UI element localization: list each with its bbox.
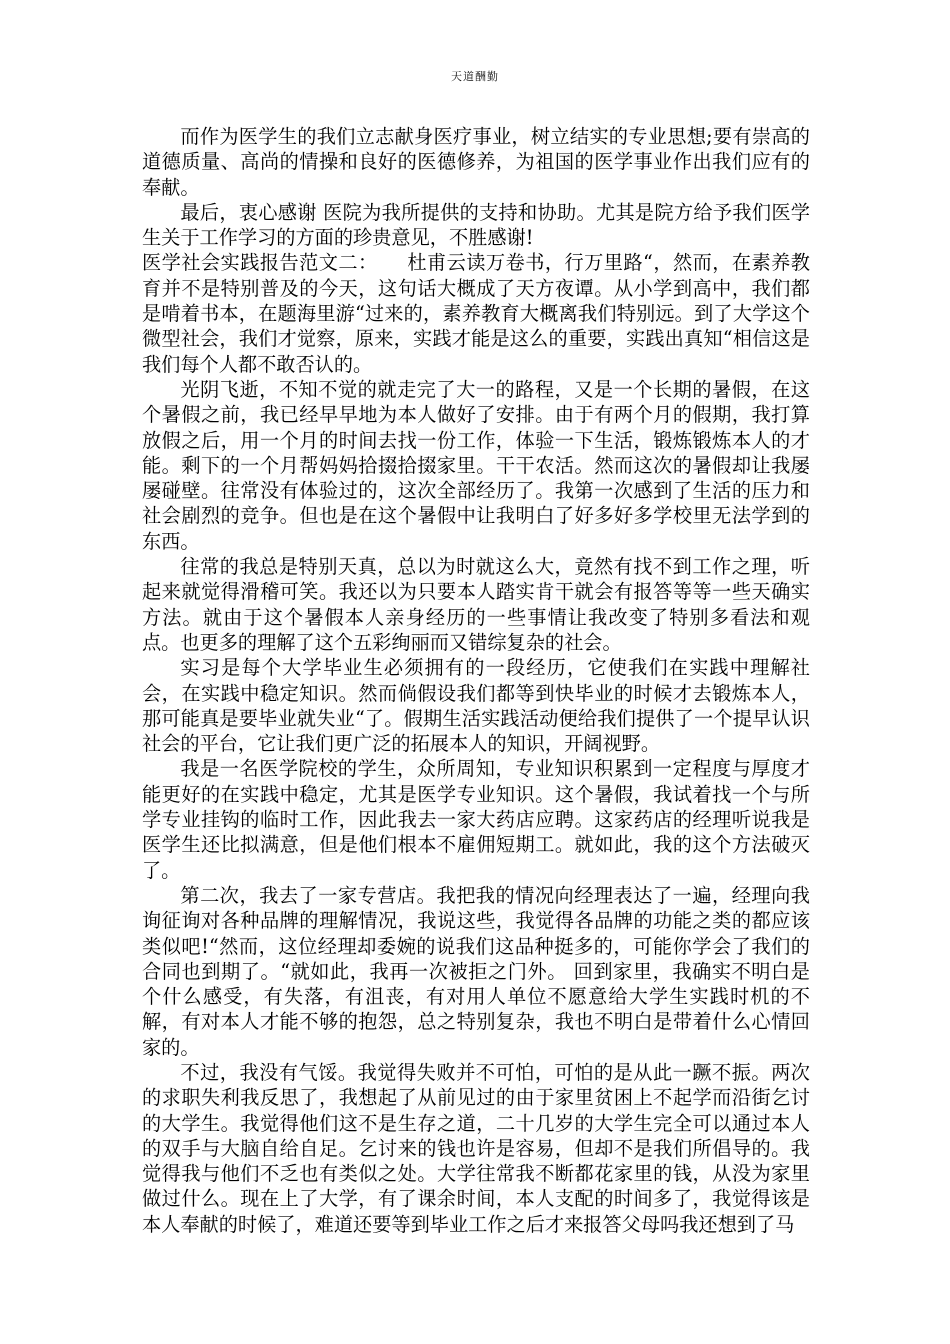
paragraph: 不过，我没有气馁。我觉得失败并不可怕，可怕的是从此一蹶不振。两次的求职失利我反思了，我想起了从前见过的由于家里贫困上不起学而沿街乞讨的大学生。我觉得他们这不是生存之道，二十几岁的大学生完全可以通过本人的双手与大脑自给自足。乞讨来的钱也许是容易，但却不是我们所倡导的。我觉得我与他们不乏也有类似之处。大学往常我不断都花家里的钱，从没为家里做过什么。现在上了大学，有了课余时间，本人支配的时间多了，我觉得该是本人奉献的时候了，难道还要等到毕业工作之后才来报答父母吗我还想到了马 (142, 1060, 810, 1236)
paragraph: 第二次，我去了一家专营店。我把我的情况向经理表达了一遍，经理向我询征询对各种品牌的理解情况，我说这些，我觉得各品牌的功能之类的都应该类似吧!“然而，这位经理却委婉的说我们这品种挺多的，可能你学会了我们的合同也到期了。“就如此，我再一次被拒之门外。 回到家里，我确实不明白是个什么感受，有失落，有沮丧，有对用人单位不愿意给大学生实践时机的不解，有对本人才能不够的抱怨，总之特别复杂，我也不明白是带着什么心情回家的。 (142, 883, 810, 1059)
paragraph: 最后，衷心感谢 医院为我所提供的支持和协助。尤其是院方给予我们医学生关于工作学习的方面的珍贵意见，不胜感谢! (142, 200, 810, 250)
paragraph: 光阴飞逝，不知不觉的就走完了大一的路程，又是一个长期的暑假，在这个暑假之前，我已经早早地为本人做好了安排。由于有两个月的假期，我打算放假之后，用一个月的时间去找一份工作，体验一下生活，锻炼锻炼本人的才能。剩下的一个月帮妈妈拾掇拾掇家里。干干农活。然而这次的暑假却让我屡屡碰壁。往常没有体验过的，这次全部经历了。我第一次感到了生活的压力和社会剧烈的竞争。但也是在这个暑假中让我明白了好多好多学校里无法学到的东西。 (142, 377, 810, 553)
page-header: 天道酬勤 (451, 70, 499, 83)
paragraph: 往常的我总是特别天真，总以为时就这么大，竟然有找不到工作之理，听起来就觉得滑稽可笑。我还以为只要本人踏实肯干就会有报答等等一些天确实方法。就由于这个暑假本人亲身经历的一些事情让我改变了特别多看法和观点。也更多的理解了这个五彩绚丽而又错综复杂的社会。 (142, 555, 810, 654)
paragraph: 我是一名医学院校的学生，众所周知，专业知识积累到一定程度与厚度才能更好的在实践中稳定，尤其是医学专业知识。这个暑假，我试着找一个与所学专业挂钩的临时工作，因此我去一家大药店应聘。这家药店的经理听说我是医学生还比拟满意，但是他们根本不雇佣短期工。就如此，我的这个方法破灭了。 (142, 757, 810, 882)
document-body (142, 124, 810, 1237)
paragraph: 实习是每个大学毕业生必须拥有的一段经历，它使我们在实践中理解社会，在实践中稳定知识。然而倘假设我们都等到快毕业的时候才去锻炼本人，那可能真是要毕业就失业“了。假期生活实践活动便给我们提供了一个提早认识社会的平台，它让我们更广泛的拓展本人的知识，开阔视野。 (142, 656, 810, 756)
paragraph: 医学社会实践报告范文二： 杜甫云读万卷书，行万里路“，然而，在素养教育并不是特别普及的今天，这句话大概成了天方夜谭。从小学到高中，我们都是啃着书本，在题海里游“过来的，素养教育大概离我们特别远。到了大学这个微型社会，我们才觉察，原来，实践才能是这么的重要，实践出真知“相信这是我们每个人都不敢否认的。 (142, 251, 810, 376)
paragraph: 而作为医学生的我们立志献身医疗事业，树立结实的专业思想;要有崇高的道德质量、高尚的情操和良好的医德修养，为祖国的医学事业作出我们应有的奉献。 (142, 125, 810, 199)
